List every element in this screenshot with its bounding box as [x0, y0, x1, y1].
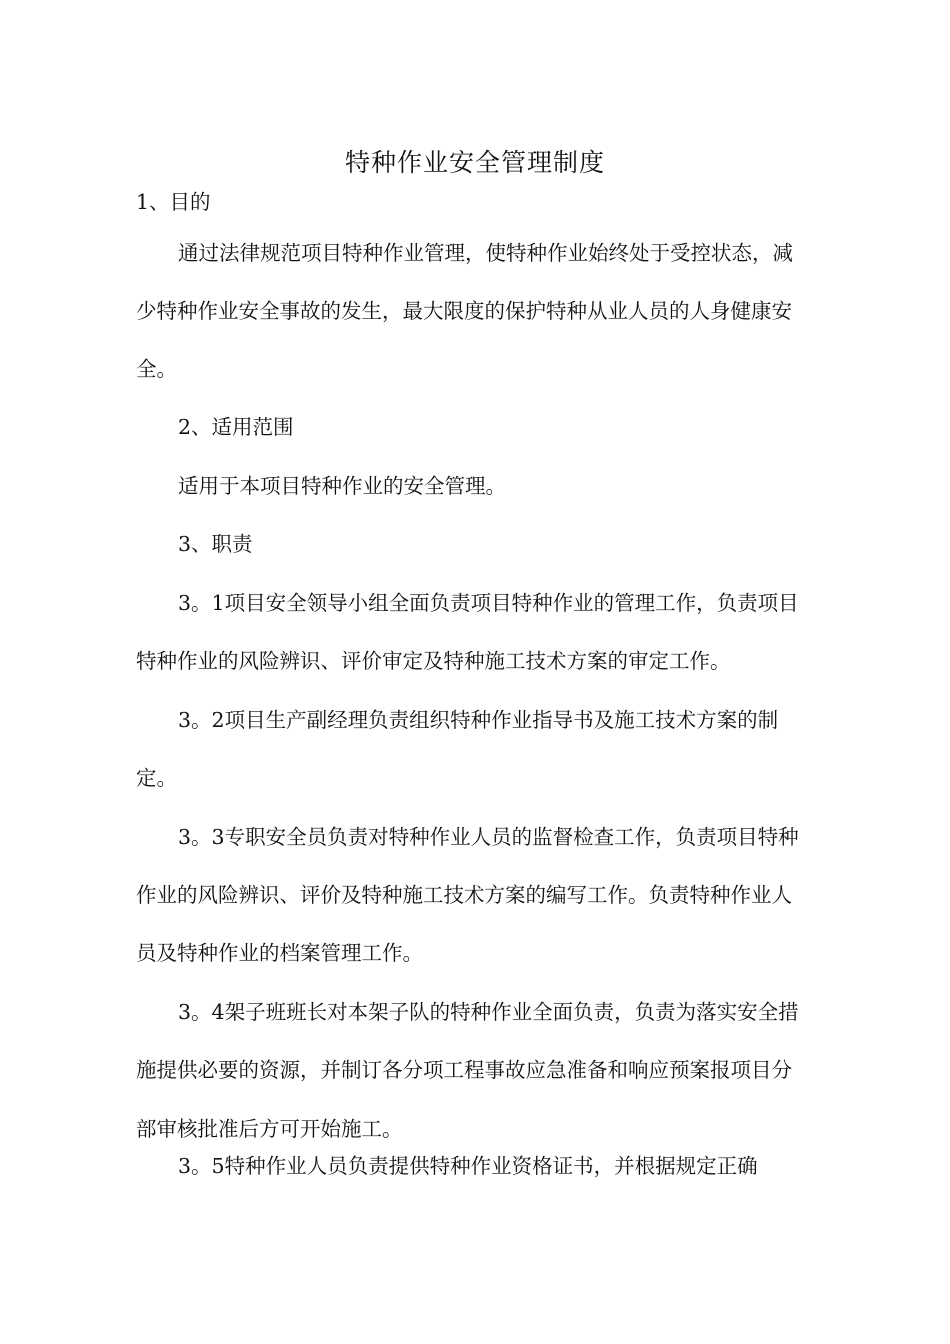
section-heading-purpose: 1、目的 — [136, 190, 211, 214]
paragraph-line: 适用于本项目特种作业的安全管理。 — [178, 474, 506, 498]
paragraph-line: 全。 — [136, 357, 177, 381]
paragraph-line: 通过法律规范项目特种作业管理，使特种作业始终处于受控状态，减 — [178, 241, 793, 265]
paragraph-line: 3。3专职安全员负责对特种作业人员的监督检查工作，负责项目特种 — [178, 825, 799, 849]
paragraph-line: 3。4架子班班长对本架子队的特种作业全面负责，负责为落实安全措 — [178, 1000, 799, 1024]
paragraph-line: 3。2项目生产副经理负责组织特种作业指导书及施工技术方案的制 — [178, 708, 779, 732]
paragraph-line: 3。5特种作业人员负责提供特种作业资格证书，并根据规定正确 — [178, 1154, 758, 1178]
paragraph-line: 施提供必要的资源，并制订各分项工程事故应急准备和响应预案报项目分 — [136, 1058, 792, 1082]
section-heading-scope: 2、适用范围 — [178, 415, 294, 439]
paragraph-line: 特种作业的风险辨识、评价审定及特种施工技术方案的审定工作。 — [136, 649, 731, 673]
paragraph-line: 定。 — [136, 766, 177, 790]
paragraph-line: 作业的风险辨识、评价及特种施工技术方案的编写工作。负责特种作业人 — [136, 883, 792, 907]
document-title: 特种作业安全管理制度 — [344, 148, 605, 177]
paragraph-line: 3。1项目安全领导小组全面负责项目特种作业的管理工作，负责项目 — [178, 591, 799, 615]
paragraph-line: 员及特种作业的档案管理工作。 — [136, 941, 423, 965]
paragraph-line: 少特种作业安全事故的发生，最大限度的保护特种从业人员的人身健康安 — [136, 299, 792, 323]
paragraph-line: 部审核批准后方可开始施工。 — [136, 1117, 403, 1141]
section-heading-duties: 3、职责 — [178, 532, 253, 556]
